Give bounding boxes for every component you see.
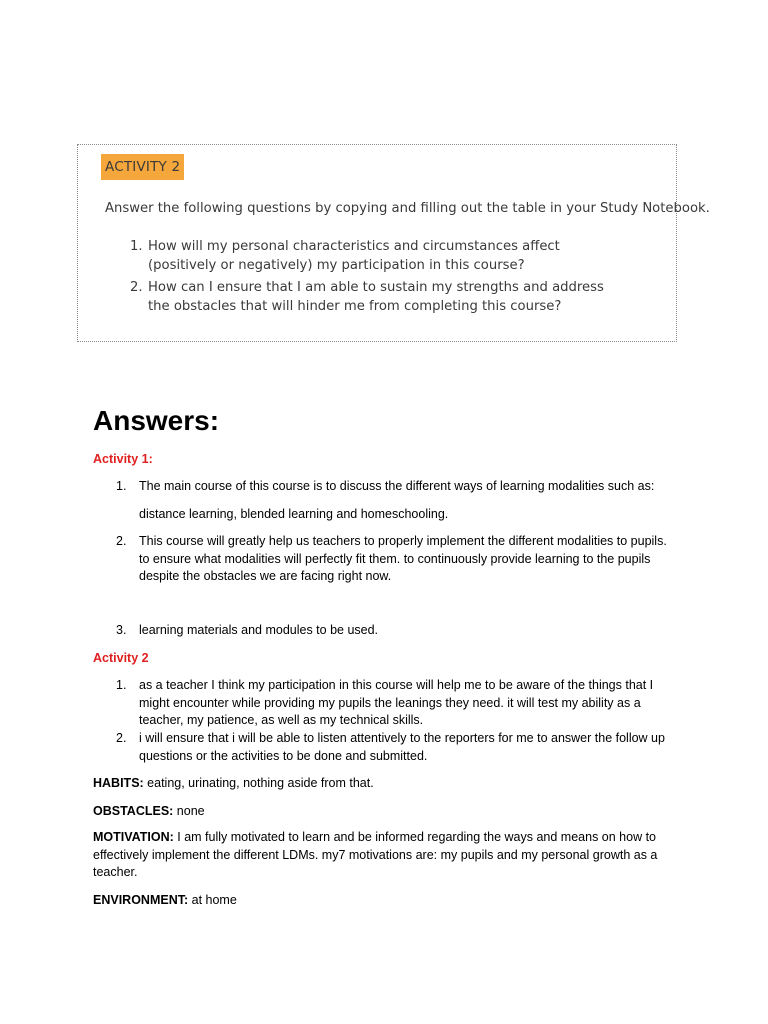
item-number: 1. — [116, 678, 127, 692]
question-text: How can I ensure that I am able to sustain my strengths and address the obstacles that will hinder me from completing this course? — [148, 280, 604, 314]
activity-1-label: Activity 1: — [93, 452, 153, 466]
item-text: learning materials and modules to be used. — [139, 623, 379, 637]
activity-2-label: Activity 2 — [93, 651, 149, 665]
item-number: 2. — [116, 731, 127, 745]
activity-intro: Answer the following questions by copying and filling out the table in your Study Notebook. — [105, 201, 710, 216]
item-text: as a teacher I think my participation in this course will help me to be aware of the things that I might encounter while providing my pupils the leanings they need. it will test my ability as a teacher, my patience, as well as my technical skills. — [139, 678, 654, 727]
environment-value: at home — [188, 893, 237, 907]
environment-label: ENVIRONMENT: — [93, 893, 189, 907]
item-number: 1. — [116, 479, 127, 493]
question-text: How will my personal characteristics and circumstances affect (positively or negatively) my participation in this course? — [148, 239, 560, 273]
habits-value: eating, urinating, nothing aside from that. — [143, 776, 374, 790]
obstacles-paragraph — [93, 803, 678, 821]
item-number: 3. — [116, 623, 127, 637]
motivation-paragraph — [93, 829, 678, 882]
item-continuation: distance learning, blended learning and homeschooling. — [139, 507, 449, 521]
environment-paragraph — [93, 892, 678, 910]
activity-tag: ACTIVITY 2 — [101, 154, 184, 180]
question-number: 1. — [130, 239, 143, 254]
obstacles-label: OBSTACLES: — [93, 804, 174, 818]
item-number: 2. — [116, 534, 127, 548]
item-text: The main course of this course is to discuss the different ways of learning modalities such as: — [139, 479, 655, 493]
activity-2-instructions-box — [77, 144, 710, 342]
answers-heading: Answers: — [93, 405, 220, 436]
item-text: This course will greatly help us teachers to properly implement the different modalities to pupils. to ensure what modalities will perfectly fit them. to continuously provide learning to the pupils despite the obstacles we are facing right now. — [139, 534, 667, 583]
item-text: i will ensure that i will be able to listen attentively to the reporters for me to answer the follow up questions or the activities to be done and submitted. — [139, 731, 665, 763]
obstacles-value: none — [173, 804, 205, 818]
motivation-label: MOTIVATION: — [93, 830, 174, 844]
question-number: 2. — [130, 280, 143, 295]
habits-paragraph — [93, 775, 678, 793]
motivation-value: I am fully motivated to learn and be informed regarding the ways and means on how to effectively implement the different LDMs. my7 motivations are: my pupils and my personal growth as a teacher. — [93, 830, 658, 879]
habits-label: HABITS: — [93, 776, 144, 790]
